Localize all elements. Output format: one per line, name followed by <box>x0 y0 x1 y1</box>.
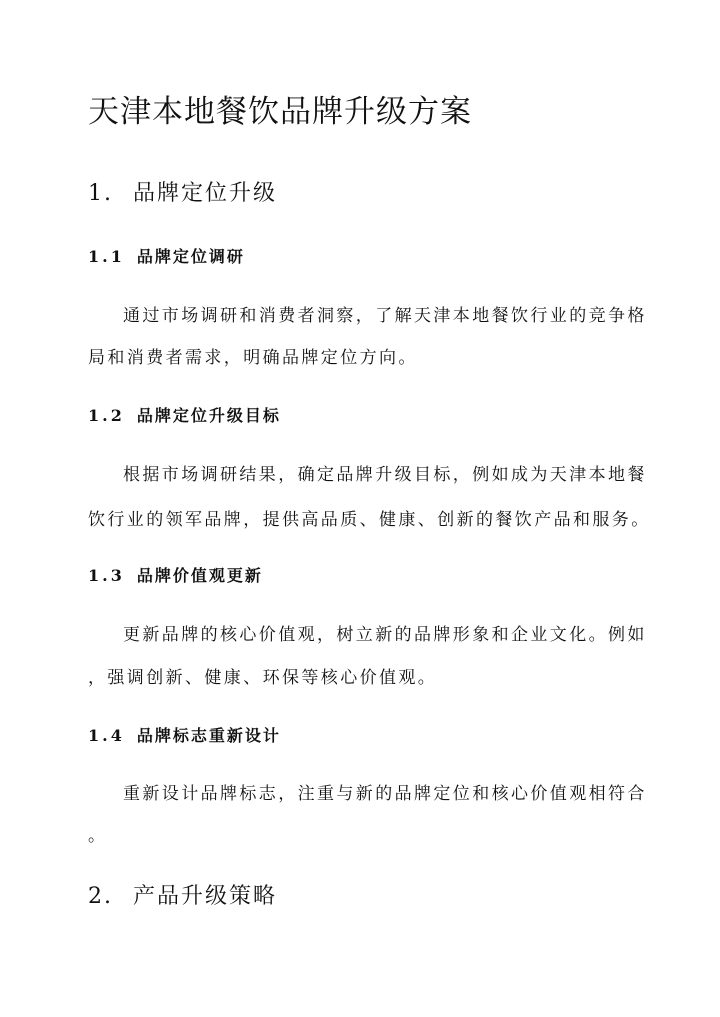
subsection-title: 品牌标志重新设计 <box>136 726 281 745</box>
subsection-number: 1.2 <box>88 406 125 425</box>
subsection-heading-1-2 <box>88 403 281 426</box>
paragraph-line: 饮行业的领军品牌，提供高品质、健康、创新的餐饮产品和服务。 <box>88 510 651 530</box>
paragraph-line: 。 <box>88 826 108 846</box>
paragraph-line: 重新设计品牌标志，注重与新的品牌定位和核心价值观相符合 <box>123 784 647 804</box>
paragraph-line: 根据市场调研结果，确定品牌升级目标，例如成为天津本地餐 <box>123 465 647 485</box>
section-title: 产品升级策略 <box>133 884 278 909</box>
subsection-heading-1-3 <box>88 563 263 586</box>
section-number: 1. <box>88 181 113 206</box>
subsection-number: 1.3 <box>88 566 125 585</box>
paragraph-line: 局和消费者需求，明确品牌定位方向。 <box>88 348 418 368</box>
subsection-number: 1.1 <box>88 247 125 266</box>
subsection-title: 品牌定位调研 <box>136 247 245 266</box>
subsection-heading-1-1 <box>88 244 245 267</box>
paragraph-line: 通过市场调研和消费者洞察，了解天津本地餐饮行业的竞争格 <box>123 306 647 326</box>
paragraph-line: 更新品牌的核心价值观，树立新的品牌形象和企业文化。例如 <box>123 625 647 645</box>
paragraph-line: ，强调创新、健康、环保等核心价值观。 <box>88 668 438 688</box>
section-number: 2. <box>88 884 113 909</box>
subsection-number: 1.4 <box>88 726 125 745</box>
section-heading-2 <box>88 879 277 910</box>
section-heading-1 <box>88 176 277 207</box>
subsection-title: 品牌价值观更新 <box>136 566 263 585</box>
subsection-title: 品牌定位升级目标 <box>136 406 281 425</box>
section-title: 品牌定位升级 <box>133 181 278 206</box>
subsection-heading-1-4 <box>88 723 281 746</box>
document-title: 天津本地餐饮品牌升级方案 <box>88 94 472 130</box>
